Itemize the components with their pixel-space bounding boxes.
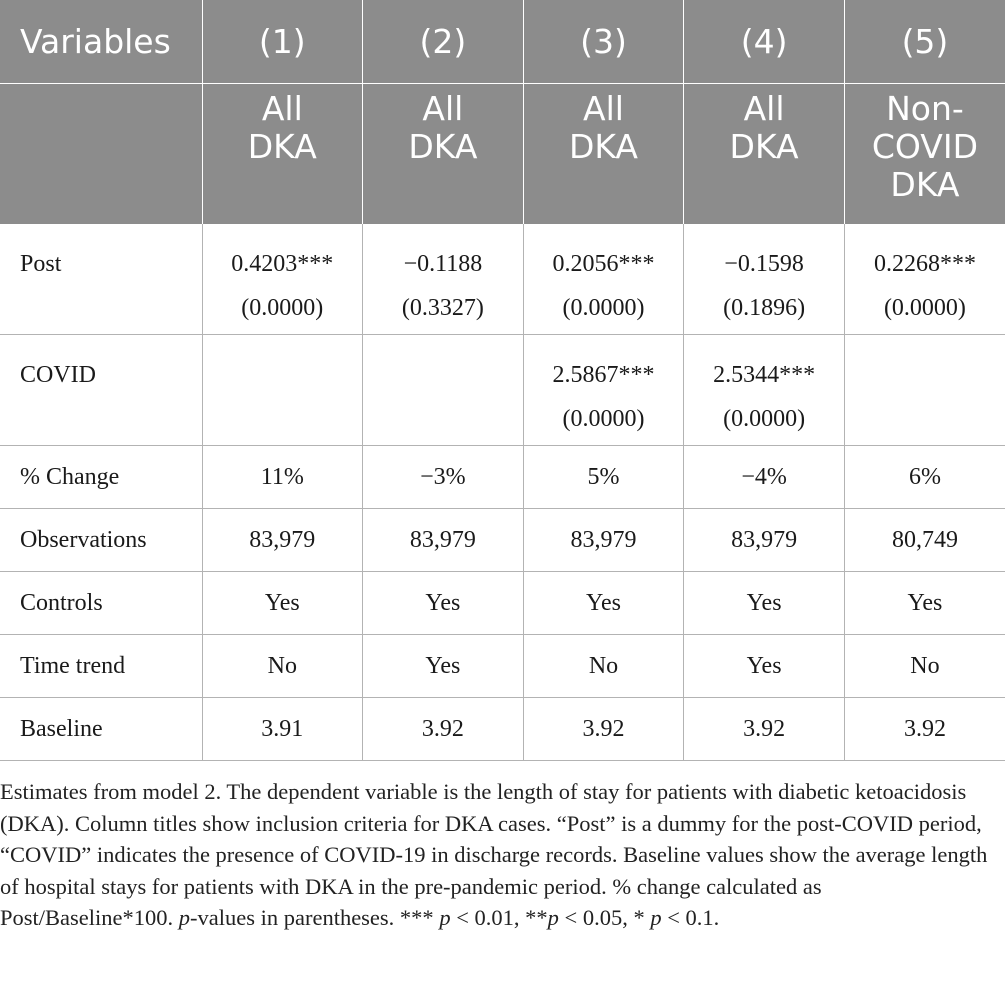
table-cell: 3.92 bbox=[844, 698, 1005, 761]
table-row-covid bbox=[0, 335, 1005, 446]
coef-value: −0.1598 bbox=[724, 250, 804, 277]
coef-value: 0.2268*** bbox=[873, 250, 976, 277]
header-sample-blank bbox=[0, 84, 202, 224]
table-cell: 83,979 bbox=[684, 509, 845, 572]
header-model-3: (3) bbox=[523, 0, 684, 84]
coef-value: 0.2056*** bbox=[552, 250, 655, 277]
p-value: (0.0000) bbox=[562, 406, 645, 432]
table-cell: 6% bbox=[844, 446, 1005, 509]
p-value: (0.3327) bbox=[401, 294, 484, 321]
table-cell bbox=[202, 224, 363, 335]
table-cell: Yes bbox=[684, 635, 845, 698]
table-cell: 3.92 bbox=[523, 698, 684, 761]
header-sample-line: DKA bbox=[408, 127, 478, 166]
footnote-text: < 0.1. bbox=[661, 905, 720, 930]
coef-value: −0.1188 bbox=[403, 250, 483, 277]
header-sample-line: All bbox=[422, 89, 464, 128]
header-sample-line: All bbox=[261, 89, 303, 128]
table-cell bbox=[363, 335, 524, 446]
p-value: (0.0000) bbox=[241, 294, 324, 321]
header-sample-4 bbox=[684, 84, 845, 224]
table-cell: Yes bbox=[202, 572, 363, 635]
table-cell: 83,979 bbox=[202, 509, 363, 572]
header-sample-2 bbox=[363, 84, 524, 224]
table-footnote bbox=[0, 776, 1000, 934]
footnote-text: < 0.01, ** bbox=[450, 905, 548, 930]
p-value: (0.0000) bbox=[562, 294, 645, 321]
table-row-observations bbox=[0, 509, 1005, 572]
header-sample-line: All bbox=[743, 89, 785, 128]
header-row-models bbox=[0, 0, 1005, 84]
header-variables: Variables bbox=[0, 0, 202, 84]
header-model-2: (2) bbox=[363, 0, 524, 84]
header-sample-line: Non- bbox=[886, 89, 964, 128]
coef-value: 2.5344*** bbox=[713, 362, 816, 388]
header-model-4: (4) bbox=[684, 0, 845, 84]
table-cell: 5% bbox=[523, 446, 684, 509]
table-row-baseline bbox=[0, 698, 1005, 761]
table-row-pct-change bbox=[0, 446, 1005, 509]
table-cell bbox=[363, 224, 524, 335]
table-cell bbox=[844, 224, 1005, 335]
table-cell bbox=[684, 335, 845, 446]
header-row-samples bbox=[0, 84, 1005, 224]
table-cell: No bbox=[844, 635, 1005, 698]
table-cell: −4% bbox=[684, 446, 845, 509]
p-value: (0.0000) bbox=[723, 406, 806, 432]
header-model-5: (5) bbox=[844, 0, 1005, 84]
table-cell: No bbox=[202, 635, 363, 698]
header-sample-line: COVID bbox=[871, 127, 979, 166]
table-cell: 83,979 bbox=[363, 509, 524, 572]
table-cell: 3.92 bbox=[363, 698, 524, 761]
footnote-p-italic: p bbox=[650, 905, 662, 930]
table-cell: Yes bbox=[844, 572, 1005, 635]
header-sample-5 bbox=[844, 84, 1005, 224]
footnote-p-italic: p bbox=[178, 905, 190, 930]
table-cell: No bbox=[523, 635, 684, 698]
header-model-1: (1) bbox=[202, 0, 363, 84]
coef-value: 0.4203*** bbox=[231, 250, 334, 277]
table-cell: 83,979 bbox=[523, 509, 684, 572]
header-sample-line: DKA bbox=[729, 127, 799, 166]
table-cell: 11% bbox=[202, 446, 363, 509]
table-cell: 3.92 bbox=[684, 698, 845, 761]
p-value: (0.0000) bbox=[883, 294, 966, 321]
footnote-p-italic: p bbox=[439, 905, 451, 930]
table-cell: −3% bbox=[363, 446, 524, 509]
table-row-post bbox=[0, 224, 1005, 335]
row-label: COVID bbox=[0, 335, 202, 446]
row-label: Time trend bbox=[0, 635, 202, 698]
row-label: Observations bbox=[0, 509, 202, 572]
row-label: Post bbox=[0, 224, 202, 335]
table-cell bbox=[523, 335, 684, 446]
table-cell bbox=[523, 224, 684, 335]
header-sample-1 bbox=[202, 84, 363, 224]
footnote-text: Estimates from model 2. The dependent variable is the length of stay for patients with diabetic ketoacidosis (DKA). Column titles show inclusion criteria for DKA cases. “Post” is a dummy for the post-COVID period, “COVID” indicates the presence of COVID-19 in discharge records. Baseline values show the average length of hospital stays for patients with DKA in the pre-pandemic period. % change calculated as Post/Baseline*100. bbox=[0, 779, 988, 930]
table-cell: Yes bbox=[363, 572, 524, 635]
table-cell bbox=[202, 335, 363, 446]
table-cell bbox=[684, 224, 845, 335]
table-cell: 80,749 bbox=[844, 509, 1005, 572]
row-label: Baseline bbox=[0, 698, 202, 761]
footnote-text: -values in parentheses. *** bbox=[190, 905, 440, 930]
p-value: (0.1896) bbox=[723, 294, 806, 321]
footnote-p-italic: p bbox=[547, 905, 559, 930]
table-cell: Yes bbox=[684, 572, 845, 635]
row-label: Controls bbox=[0, 572, 202, 635]
footnote-text: < 0.05, * bbox=[558, 905, 651, 930]
table-row-controls bbox=[0, 572, 1005, 635]
table-cell: 3.91 bbox=[202, 698, 363, 761]
header-sample-3 bbox=[523, 84, 684, 224]
table-cell: Yes bbox=[363, 635, 524, 698]
header-sample-line: DKA bbox=[568, 127, 638, 166]
table-row-time-trend bbox=[0, 635, 1005, 698]
coef-value: 2.5867*** bbox=[552, 362, 655, 388]
header-sample-line: All bbox=[583, 89, 624, 128]
table-cell bbox=[844, 335, 1005, 446]
row-label: % Change bbox=[0, 446, 202, 509]
header-sample-line: DKA bbox=[247, 127, 317, 166]
table-cell: Yes bbox=[523, 572, 684, 635]
header-sample-line: DKA bbox=[890, 165, 960, 204]
